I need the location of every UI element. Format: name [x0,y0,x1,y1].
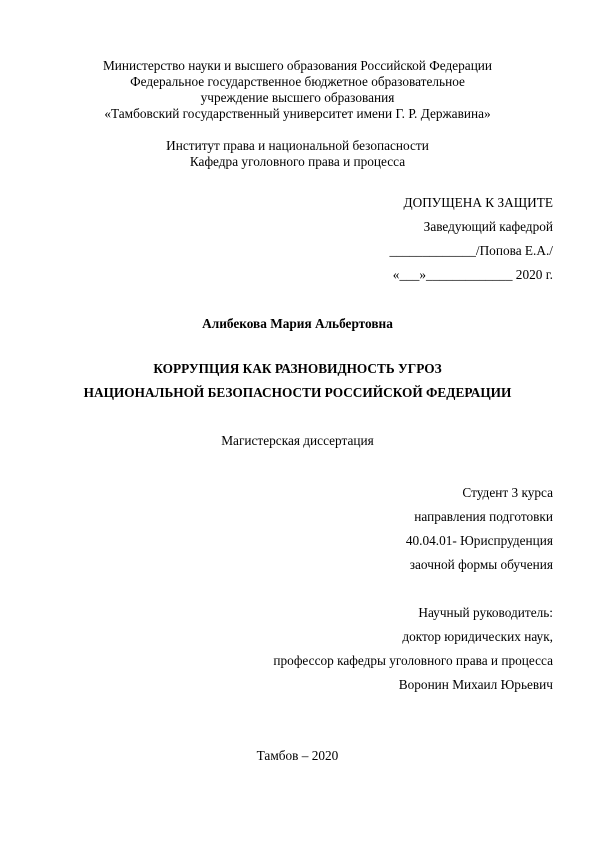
student-form: заочной формы обучения [409,557,553,572]
approval-signature: _____________/Попова Е.А./ [389,243,553,258]
work-type: Магистерская диссертация [221,433,374,448]
approval-date: «___»_____________ 2020 г. [392,267,553,282]
student-code: 40.04.01- Юриспруденция [405,533,553,548]
author-name: Алибекова Мария Альбертовна [202,316,393,331]
ministry-line: Министерство науки и высшего образования Российской Федерации [102,58,493,73]
footer-city-year: Тамбов – 2020 [256,748,339,763]
student-course: Студент 3 курса [462,485,553,500]
approval-title: ДОПУЩЕНА К ЗАЩИТЕ [403,195,553,210]
institution-line-2: учреждение высшего образования [200,90,395,105]
supervisor-position: профессор кафедры уголовного права и процесса [273,653,553,668]
institute-name: Институт права и национальной безопасности [166,138,429,153]
supervisor-degree: доктор юридических наук, [402,629,553,644]
student-direction: направления подготовки [414,509,553,524]
university-name: «Тамбовский государственный университет имени Г. Р. Державина» [104,106,491,121]
approval-position: Заведующий кафедрой [423,219,553,234]
institution-line-1: Федеральное государственное бюджетное образовательное [130,74,465,89]
supervisor-label: Научный руководитель: [418,605,553,620]
thesis-title-line-1: КОРРУПЦИЯ КАК РАЗНОВИДНОСТЬ УГРОЗ [153,361,442,376]
supervisor-name: Воронин Михаил Юрьевич [398,677,553,692]
thesis-title-line-2: НАЦИОНАЛЬНОЙ БЕЗОПАСНОСТИ РОССИЙСКОЙ ФЕДЕРАЦИИ [83,385,512,400]
department-name: Кафедра уголовного права и процесса [189,154,406,169]
